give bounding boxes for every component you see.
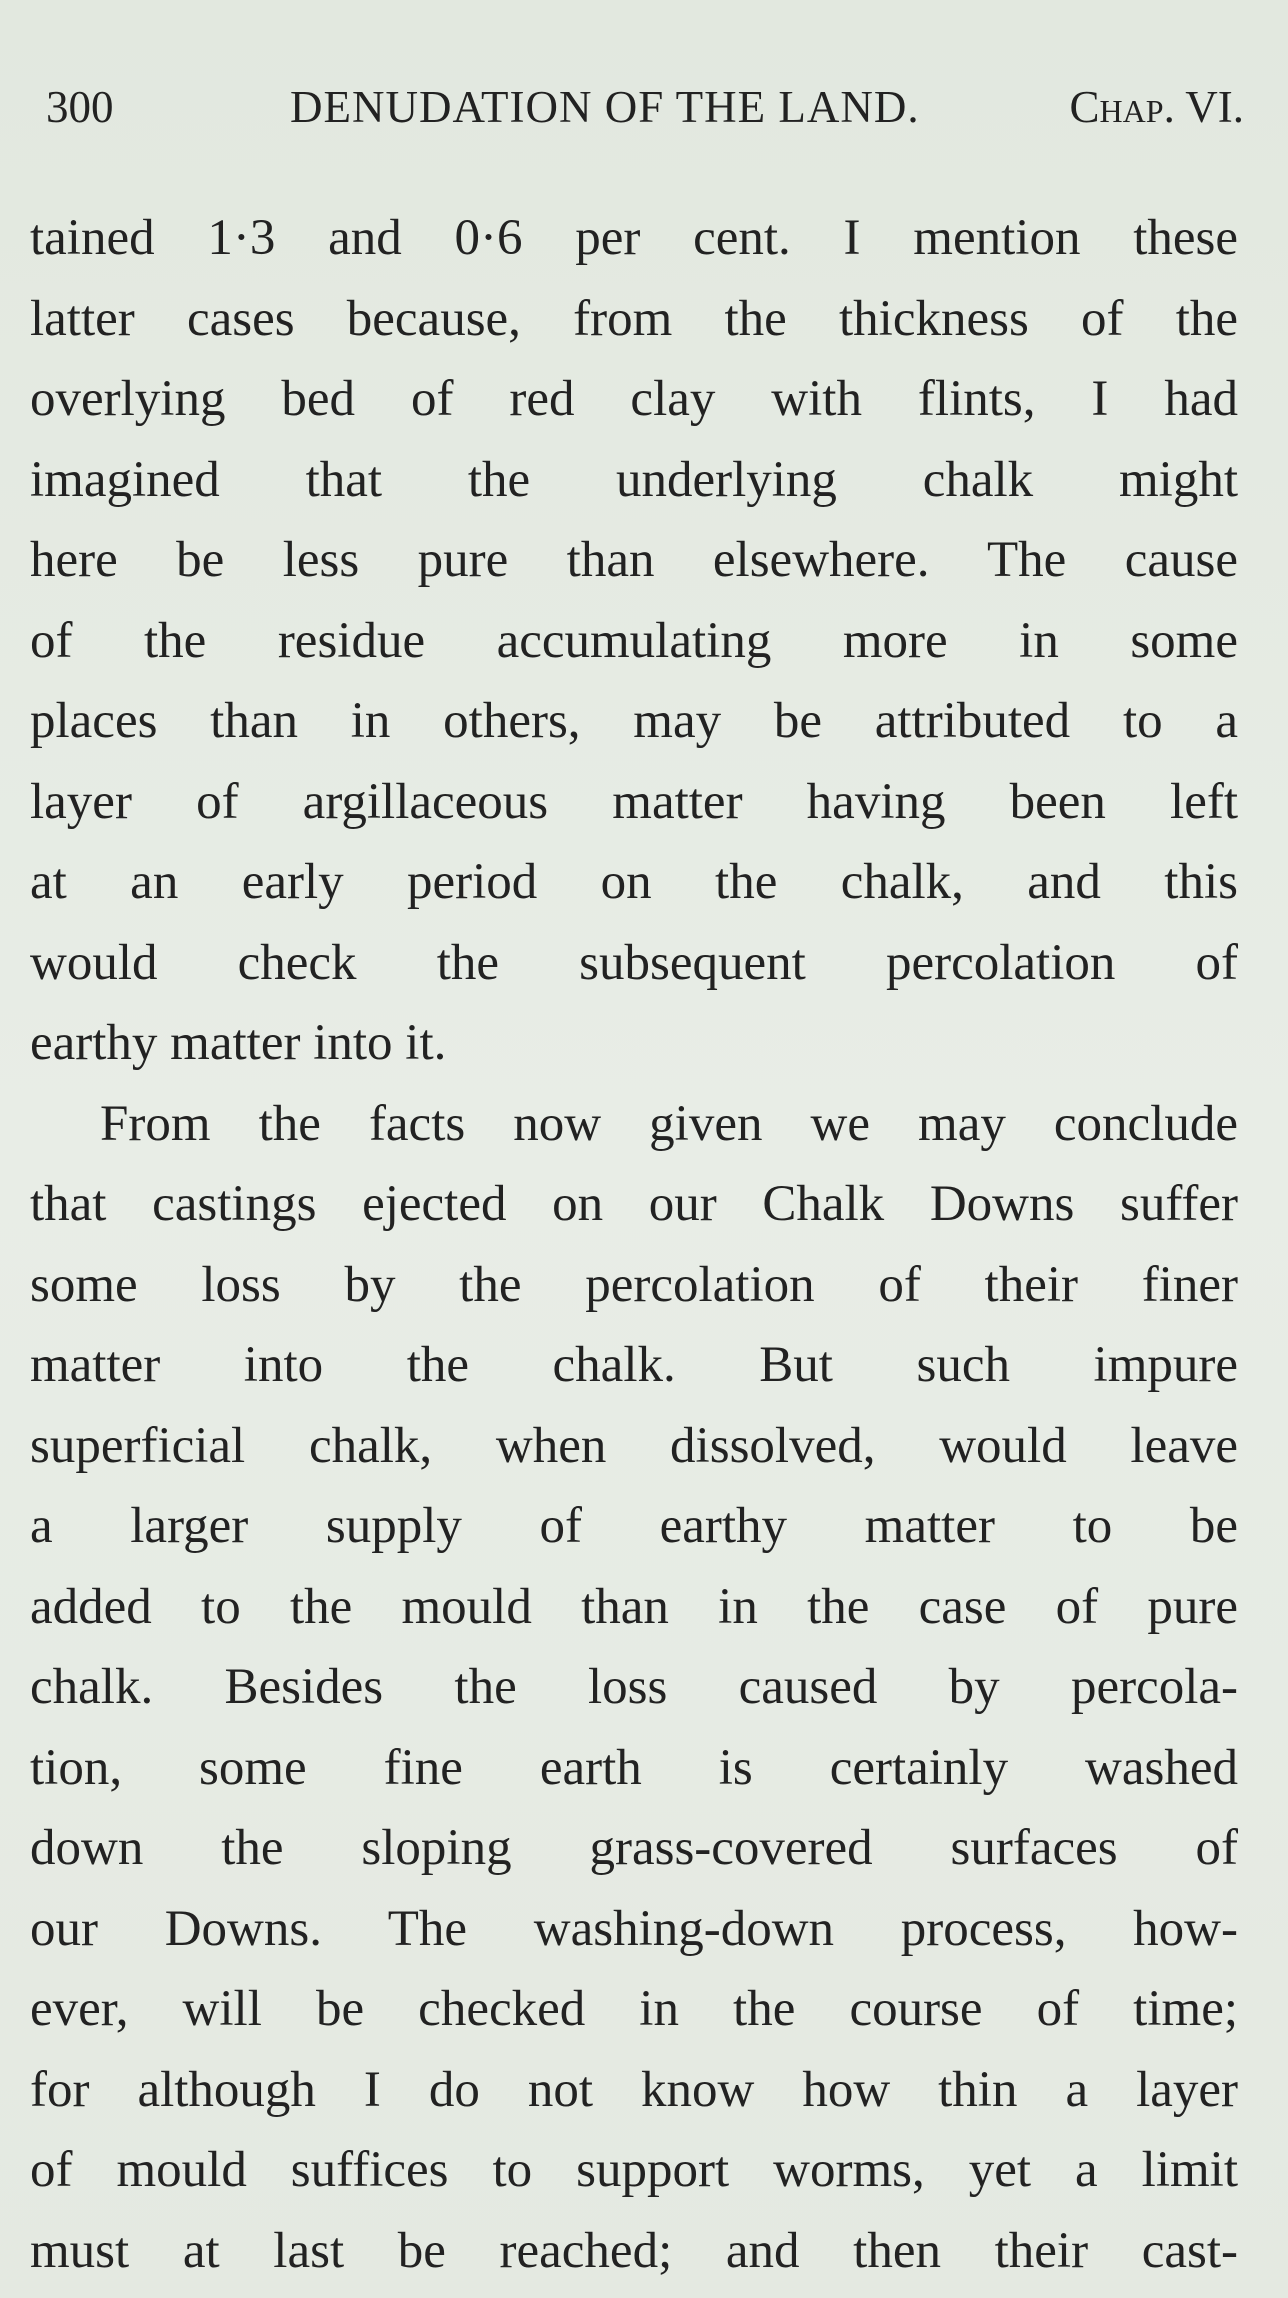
text-line: that castings ejected on our Chalk Downs suffer — [30, 1176, 1238, 1232]
text-line: imagined that the underlying chalk might — [30, 451, 1238, 508]
text-line: matter into the chalk. But such impure — [30, 1337, 1238, 1393]
text-line: latter cases because, from the thickness of the — [30, 290, 1238, 347]
text-line: our Downs. The washing-down process, how- — [30, 1900, 1238, 1957]
text-line: chalk. Besides the loss caused by percola- — [30, 1659, 1238, 1715]
text-line: tion, some fine earth is certainly washed — [30, 1739, 1238, 1796]
running-title: DENUDATION OF THE LAND. — [290, 82, 920, 132]
text-line: layer of argillaceous matter having been left — [30, 773, 1238, 830]
text-line: at an early period on the chalk, and this — [30, 854, 1238, 910]
text-line: here be less pure than elsewhere. The cause — [30, 532, 1238, 588]
text-line: must at last be reached; and then their cast- — [30, 2222, 1238, 2279]
text-line: added to the mould than in the case of pure — [30, 1578, 1238, 1635]
text-line: overlying bed of red clay with flints, I had — [30, 371, 1238, 427]
text-line: down the sloping grass-covered surfaces of — [30, 1820, 1238, 1876]
chapter-label: Chap. VI. — [1069, 82, 1244, 132]
text-line: tained 1·3 and 0·6 per cent. I mention these — [30, 210, 1238, 266]
text-line: of the residue accumulating more in some — [30, 612, 1238, 669]
text-line: ever, will be checked in the course of time; — [30, 1981, 1238, 2037]
text-line: places than in others, may be attributed to a — [30, 693, 1238, 749]
text-line: superficial chalk, when dissolved, would leave — [30, 1417, 1238, 1474]
paragraph-start-line: From the facts now given we may conclude — [100, 1095, 1238, 1152]
text-line: of mould suffices to support worms, yet a limit — [30, 2142, 1238, 2198]
text-line: would check the subsequent percolation of — [30, 934, 1238, 991]
text-line: a larger supply of earthy matter to be — [30, 1498, 1238, 1554]
running-header — [46, 72, 1244, 142]
page-number: 300 — [46, 82, 114, 132]
text-line: for although I do not know how thin a layer — [30, 2061, 1238, 2118]
text-line: some loss by the percolation of their finer — [30, 1256, 1238, 1313]
paragraph-end-line: earthy matter into it. — [30, 1015, 447, 1071]
body-text — [30, 198, 1238, 2291]
